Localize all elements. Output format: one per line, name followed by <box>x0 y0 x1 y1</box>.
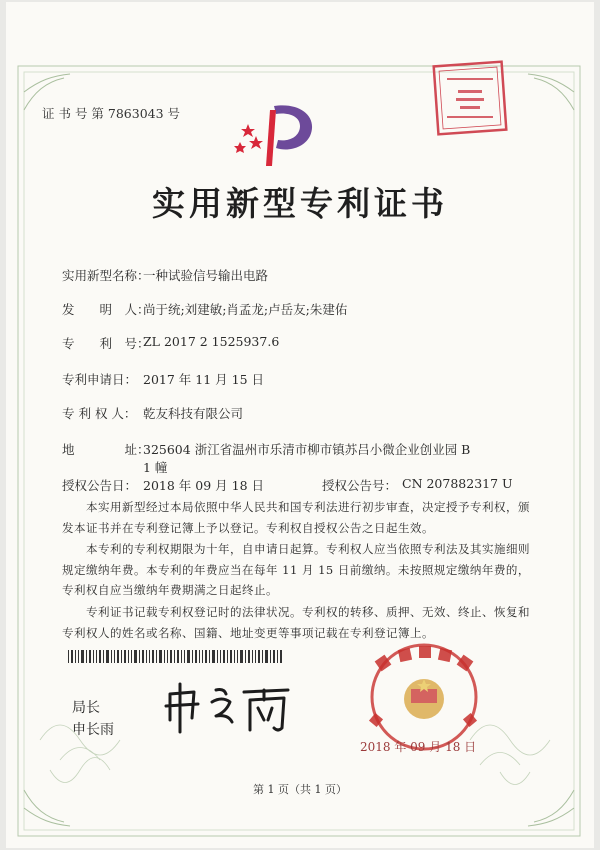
paragraph-2: 本专利的专利权期限为十年，自申请日起算。专利权人应当依照专利法及其实施细则规定缴纳年费。本专利的年费应当在每年 11 月 15 日前缴纳。未按照规定缴纳年费的，专利权自应当缴纳年费期满之日起终止。 <box>62 542 530 597</box>
paragraph-3: 专利证书记载专利权登记时的法律状况。专利权的转移、质押、无效、终止、恢复和专利权人的姓名或名称、国籍、地址变更等事项记载在专利登记簿上。 <box>62 605 530 640</box>
field-patent-number-label: 专 利 号： <box>62 336 150 351</box>
field-name-label: 实用新型名称： <box>62 268 150 283</box>
grant-number-value: CN 207882317 U <box>402 476 513 491</box>
director-name: 申长雨 <box>72 722 114 738</box>
field-patent-number-value: ZL 2017 2 1525937.6 <box>143 334 280 349</box>
page-footer: 第 1 页（共 1 页） <box>253 783 347 796</box>
grant-number-label: 授权公告号： <box>322 478 398 493</box>
seal-date: 2018 年 09 月 18 日 <box>360 740 477 754</box>
grant-date-label: 授权公告日： <box>62 478 138 493</box>
agency-seal-icon <box>432 60 508 136</box>
field-patentee-value: 乾友科技有限公司 <box>143 406 244 421</box>
field-application-date-label: 专利申请日： <box>62 372 138 387</box>
grant-date-value: 2018 年 09 月 18 日 <box>143 478 264 493</box>
field-address-line2: 1 幢 <box>143 460 168 475</box>
field-address-label: 地 址： <box>62 442 150 457</box>
field-application-date-value: 2017 年 11 月 15 日 <box>143 372 264 387</box>
field-inventor-value: 尚于统;刘建敏;肖孟龙;卢岳友;朱建佑 <box>143 302 348 317</box>
barcode-icon <box>68 650 282 663</box>
field-address-line1: 325604 浙江省温州市乐清市柳市镇苏吕小微企业创业园 B <box>143 442 471 457</box>
handwritten-signature <box>160 680 300 736</box>
field-patentee-label: 专 利 权 人： <box>62 406 137 421</box>
national-ip-office-seal <box>353 643 495 751</box>
patent-office-logo-icon <box>226 96 326 176</box>
field-inventor-label: 发 明 人： <box>62 302 150 317</box>
field-name-value: 一种试验信号输出电路 <box>143 268 269 283</box>
director-title: 局长 <box>72 700 100 716</box>
document-title: 实用新型专利证书 <box>152 184 448 223</box>
paragraph-1: 本实用新型经过本局依照中华人民共和国专利法进行初步审查，决定授予专利权，颁发本证书并在专利登记簿上予以登记。专利权自授权公告之日起生效。 <box>62 500 530 535</box>
certificate-number: 证 书 号 第 7863043 号 <box>42 106 181 121</box>
